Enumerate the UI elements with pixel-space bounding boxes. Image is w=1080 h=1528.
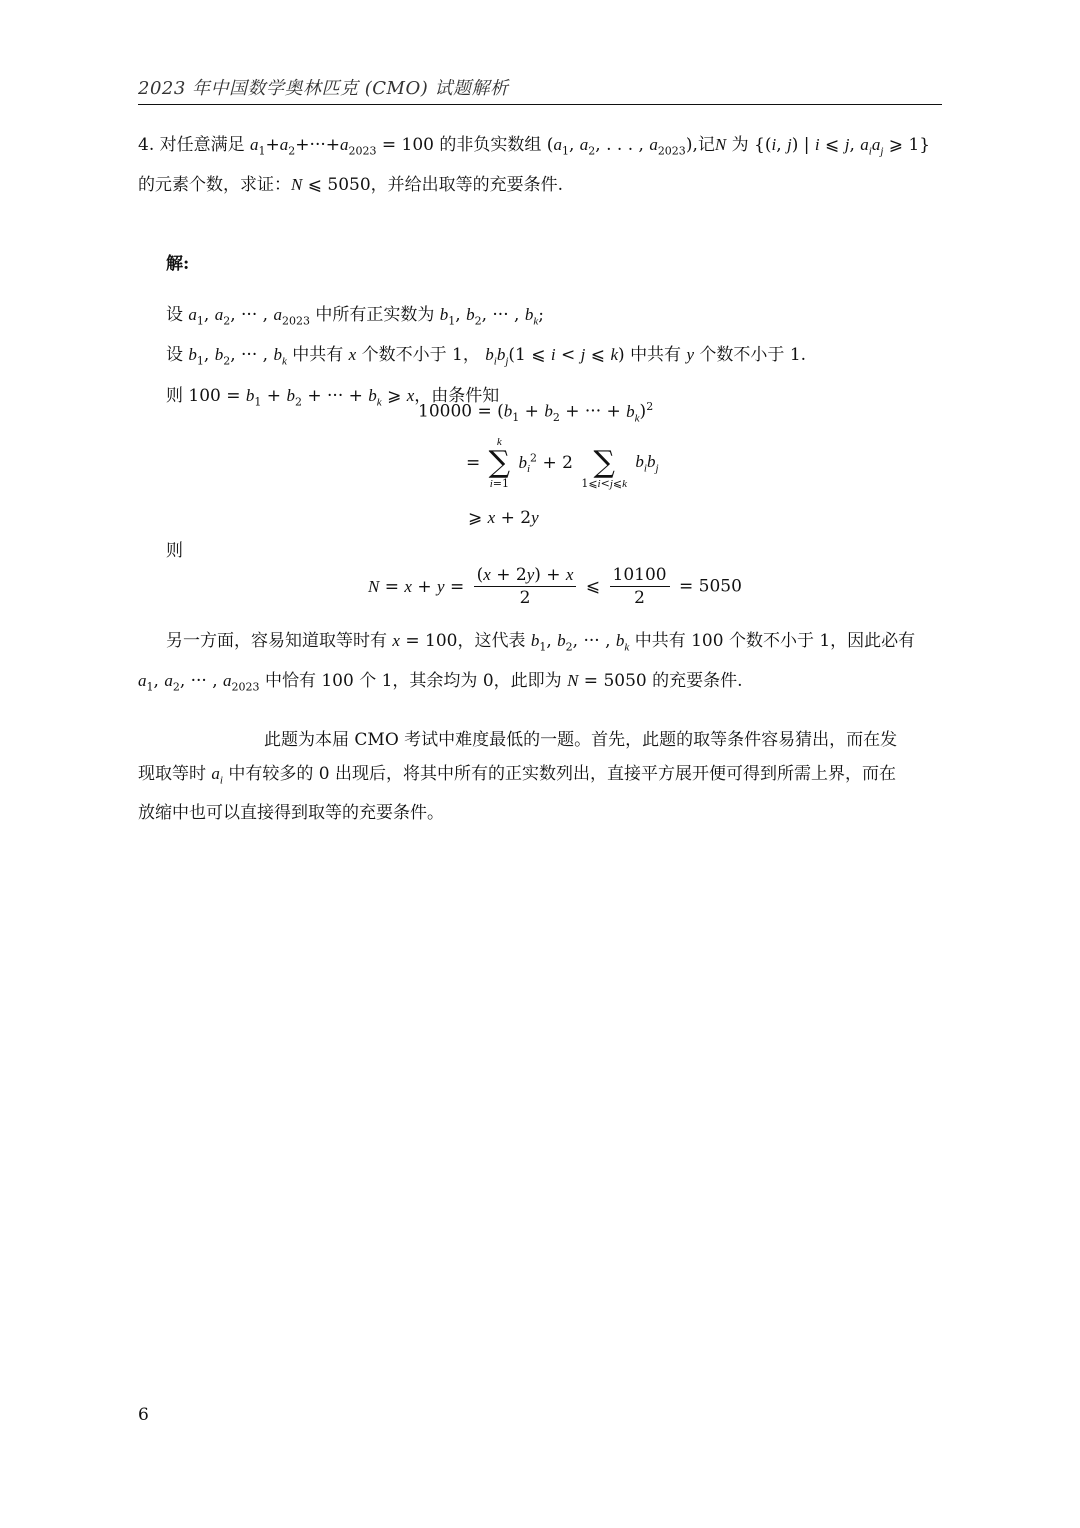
solution-body: 设 $a_1$, $a_2$, ··· , $a_{2023}$ 中所有正实数为 $b_1$, $b_2$, ··· , $b_k$; 设 $b_1$, $b_2$, ··· , $b_k$ 中共有 x 个数不小于 1， $b_ib_j(1$ ⩽ i < j ⩽ k) 中共有 y 个数不小于 1. 则 $100 = b_1 + b_2$ + ··· + $b_k$ ⩾ x，由条件知 [166,305,807,409]
problem-statement: 4. 对任意满足 $a_1+a_2+\cdot\cdot\cdot+a_{2023} = 100$ 的非负实数组 ($a_1$, $a_2$, . . . , $a_{2023}$),记N 为 {(i, j) | i ⩽ j, $a_ia_j$ ⩾ 1} 的元素个数，求证：N ⩽ 5050，并给出取等的充要条件. [138,135,931,196]
commentary: 此题为本届 CMO 考试中难度最低的一题。首先，此题的取等条件容易猜出，而在发 现取等时 $a_i$ 中有较多的 0 出现后，将其中所有的正实数列出，直接平方展开便可得到所需上界，而在 放缩中也可以直接得到取等的充要条件。 [138,730,898,824]
problem-number: 4. [138,135,155,155]
equation-N: N = x + y = $\frac{(x + 2y) + x}{2}$ ⩽ $\frac{10100}{2}$ = 5050 [368,565,742,608]
solution-conclusion: 另一方面，容易知道取等时有 x = 100，这代表 $b_1$, $b_2$, ··· , $b_k$ 中共有 100 个数不小于 1，因此必有 $a_1$, $a_2$, ··· , $a_{2023}$ 中恰有 100 个 1，其余均为 0，此即为 N = 5050 的充要条件. [138,631,916,694]
then-word: 则 [166,541,183,561]
running-header: 2023 年中国数学奥林匹克 (CMO) 试题解析 [138,74,942,105]
sum-symbol: ∑ 1⩽i<j⩽k [581,444,627,490]
sum-symbol: k ∑ i=1 [488,436,511,490]
solution-label: 解: [166,254,190,274]
page-number: 6 [138,1405,149,1425]
equation-line-2: = k ∑ i=1 $b_i^2 + 2$ ∑ 1⩽i<j⩽k $b_ib_j$ [466,436,659,490]
equation-line-3: ⩾ x + 2y [468,508,539,528]
equation-line-1: $10000 = (b_1 + b_2$ + ··· + $b_k)^2$ [418,400,654,425]
